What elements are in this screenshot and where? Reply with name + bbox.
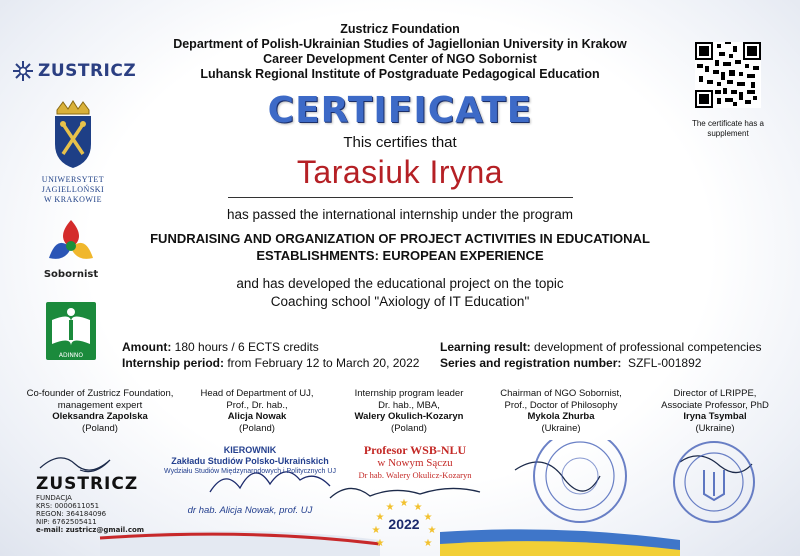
signer-tsymbal [640,388,790,434]
signer-name: Mykola Zhurba [527,411,595,422]
signer-role: Chairman of NGO Sobornist, [500,388,622,399]
signature-okulich [330,488,480,498]
name-underline [228,197,573,198]
stamp-wsb-line: w Nowym Sączu [377,457,453,469]
svg-text:★: ★ [399,498,409,509]
stamp-zustricz-line: FUNDACJA [36,494,72,502]
result-label: Learning result: [440,340,531,354]
zustricz-logo [12,58,142,84]
stamp-zustricz-line: REGON: 364184096 [36,510,107,518]
sobornist-seal [534,440,626,522]
certifies-text: This certifies that [343,134,457,151]
stamp-uj-line: Zakładu Studiów Polsko-Ukraińskich [171,456,329,466]
adinno-book-icon [44,300,98,362]
signer-country: (Poland) [239,422,275,434]
adinno-caption: ADINNO [58,352,84,359]
uj-caption-2: JAGIELLOŃSKI [41,185,105,194]
uj-stamp [150,445,350,476]
zustricz-logo-text: ZUSTRICZ [38,61,137,81]
svg-text:★: ★ [427,525,437,536]
signer-nowak [182,388,332,434]
signer-name: Oleksandra Zapolska [52,411,148,422]
signer-country: (Poland) [391,422,427,434]
signer-zapolska [20,388,180,434]
result-value: development of professional competencies [530,340,762,354]
recipient-name: Tarasiuk Iryna [296,154,504,190]
signer-country: (Poland) [82,422,118,434]
signer-okulich-kozaryn [334,388,484,434]
svg-text:★: ★ [371,525,381,536]
amount-detail [122,339,319,355]
result-detail [440,339,762,355]
svg-text:★: ★ [423,538,433,549]
signer-zhurba [486,388,636,434]
signer-role: Dr. hab., MBA, [378,399,440,411]
svg-text:★: ★ [385,502,395,513]
stamp-wsb-line: Profesor WSB-NLU [363,443,467,457]
signature-zhurba [515,462,600,491]
signer-name: Iryna Tsymbal [683,411,747,422]
uj-caption-1: UNIWERSYTET [41,175,105,184]
passed-text: has passed the international internship under the program [227,207,573,222]
signature-zapolska [40,458,110,472]
series-value: SZFL-001892 [621,356,702,370]
year-badge: 2022 [388,516,420,532]
series-detail [440,355,701,371]
period-label: Internship period: [122,356,224,370]
signer-name: Alicja Nowak [227,411,287,422]
signer-role: management expert [57,399,143,411]
uj-caption-3: W KRAKOWIE [44,195,102,204]
header-line-4: Luhansk Regional Institute of Postgraduate Pedagogical Education [200,67,600,81]
svg-text:★: ★ [413,502,423,513]
sobornist-caption: Sobornist [43,269,99,280]
amount-value: 180 hours / 6 ECTS credits [171,340,319,354]
signer-role: Head of Department of UJ, [200,388,314,399]
qr-caption: The certificate has a supplement [691,119,765,138]
stamp-zustricz-email: e-mail: zustricz@gmail.com [36,526,145,534]
stamp-wsb-line: Dr hab. Walery Okulicz-Kozaryn [358,470,472,480]
signer-role: Internship program leader [354,388,464,399]
project-topic: Coaching school "Axiology of IT Education" [270,294,530,309]
svg-text:★: ★ [423,512,433,523]
sobornist-emblem-icon [43,218,99,264]
stamp-zustricz-line: NIP: 6762505411 [36,518,97,526]
stamp-uj-line: Wydziału Studiów Międzynarodowych i Politycznych UJ [164,468,336,475]
period-value: from February 12 to March 20, 2022 [224,356,420,370]
svg-text:★: ★ [375,512,385,523]
zustricz-star-icon [12,60,34,82]
svg-text:★: ★ [375,538,385,549]
stamp-zustricz-title: ZUSTRICZ [36,474,139,494]
uj-stamp-signature: dr hab. Alicja Nowak, prof. UJ [187,505,313,516]
certificate-title: CERTIFICATE [267,90,533,131]
signer-role: Director of LRIPPE, [673,388,757,399]
wsb-stamp [340,444,490,480]
period-detail [122,355,419,371]
adinno-logo [44,300,98,362]
program-title: FUNDRAISING AND ORGANIZATION OF PROJECT ACTIVITIES IN EDUCATIONAL ESTABLISHMENTS: EUROPEAN EXPERIENCE [150,231,650,263]
lrippe-seal [674,442,754,522]
signer-role: Co-founder of Zustricz Foundation, [26,388,174,399]
signer-role: Prof., Dr. hab., [226,399,288,411]
series-label: Series and registration number: [440,356,622,370]
signer-role: Prof., Doctor of Philosophy [504,399,618,411]
developed-text: and has developed the educational project on the topic [236,276,564,291]
amount-label: Amount: [122,340,172,354]
signer-name: Walery Okulich-Kozaryn [354,411,464,422]
zustricz-stamp [36,474,146,534]
header-line-2: Department of Polish-Ukrainian Studies of Jagiellonian University in Krakow [173,37,627,51]
signer-country: (Ukraine) [541,422,581,434]
stamp-zustricz-line: KRS: 0000611051 [36,502,100,510]
stamp-uj-line: KIEROWNIK [223,445,277,455]
signer-role: Associate Professor, PhD [661,399,769,411]
header [130,22,670,82]
signer-country: (Ukraine) [695,422,735,434]
header-line-3: Career Development Center of NGO Sobornist [263,52,537,66]
sobornist-logo [36,218,106,280]
header-line-1: Zustricz Foundation [340,22,460,36]
